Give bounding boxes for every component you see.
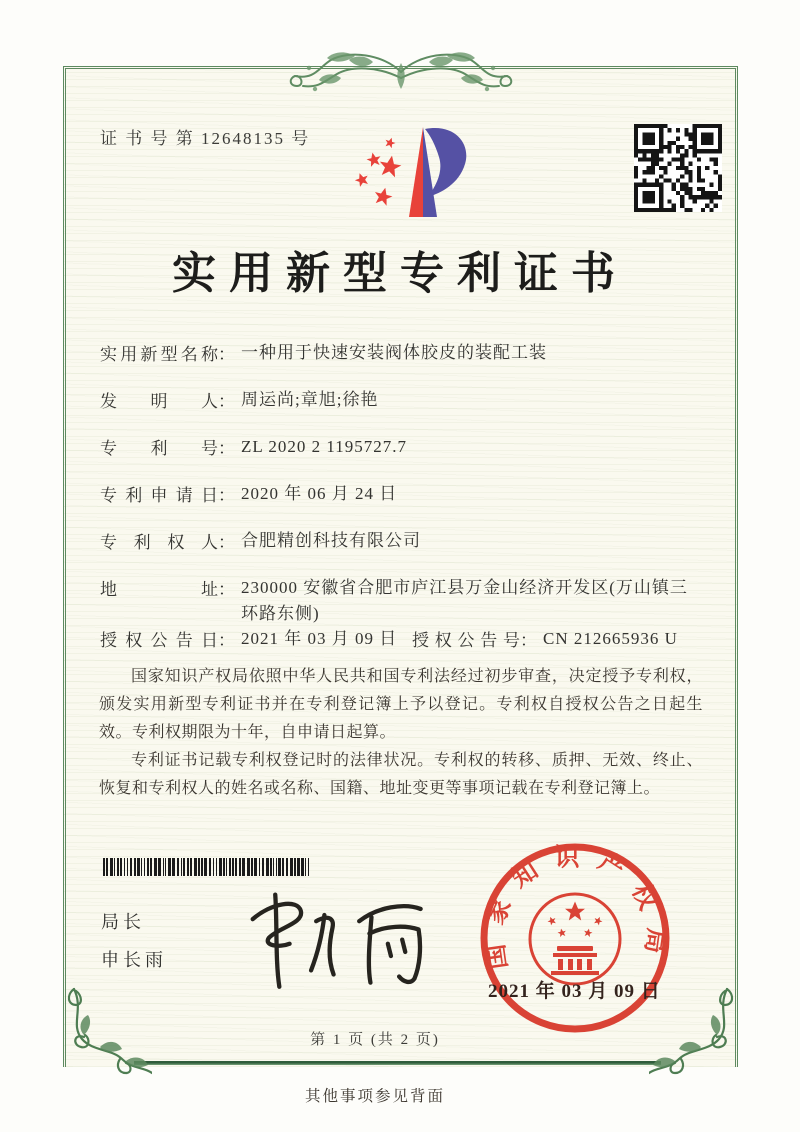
- field-value: 合肥精创科技有限公司: [241, 531, 421, 550]
- field-value: 周运尚;章旭;徐艳: [241, 390, 379, 409]
- director-name: 申长雨: [101, 950, 167, 970]
- colon: ：: [218, 631, 235, 650]
- field-pair-grant-number: [412, 626, 678, 652]
- field-label: 实用新型名称: [100, 345, 218, 364]
- certificate-title: 实用新型专利证书: [172, 249, 628, 298]
- official-seal: [477, 840, 673, 1036]
- bottom-border-line: [134, 1061, 661, 1065]
- colon: ：: [218, 345, 235, 364]
- back-side-note: 其他事项参见背面: [304, 1088, 445, 1105]
- field-label: 授权公告日: [100, 631, 218, 650]
- director-title: 局长: [101, 912, 145, 932]
- colon: ：: [218, 439, 235, 458]
- legal-status-statement: 专利证书记载专利权登记时的法律状况。专利权的转移、质押、无效、终止、恢复和专利权人的姓名或名称、国籍、地址变更等事项记载在专利登记簿上。: [99, 752, 703, 797]
- seal-date: 2021 年 03 月 09 日: [488, 981, 661, 1002]
- field-row-grant: [100, 626, 738, 652]
- colon: ：: [218, 580, 235, 599]
- field-label: 发明人: [100, 392, 218, 411]
- field-row-inventors: [100, 387, 738, 413]
- field-value: 230000 安徽省合肥市庐江县万金山经济开发区(万山镇三环路东侧): [241, 578, 688, 623]
- field-value: 一种用于快速安装阀体胶皮的装配工装: [241, 343, 547, 362]
- field-label: 专利号: [100, 439, 218, 458]
- field-label: 专利权人: [100, 533, 218, 552]
- field-row-name: [100, 340, 738, 366]
- qr-code: [634, 124, 722, 212]
- legal-text: [99, 663, 703, 803]
- colon: ：: [218, 533, 235, 552]
- certificate-number: 证 书 号 第 12648135 号: [100, 129, 311, 148]
- field-value: ZL 2020 2 1195727.7: [241, 437, 408, 456]
- field-row-address: [100, 575, 738, 627]
- top-border-ornament-icon: [285, 48, 517, 100]
- grant-statement: 国家知识产权局依照中华人民共和国专利法经过初步审查，决定授予专利权，颁发实用新型专利证书并在专利登记簿上予以登记。专利权自授权公告之日起生效。专利权期限为十年，自申请日起算。: [99, 668, 703, 741]
- colon: ：: [218, 392, 235, 411]
- field-row-patent-number: [100, 434, 738, 460]
- national-emblem-icon: [530, 894, 620, 984]
- field-value: 2021 年 03 月 09 日: [241, 629, 398, 648]
- field-value: CN 212665936 U: [543, 629, 678, 648]
- field-label: 专利申请日: [100, 486, 218, 505]
- field-row-patentee: [100, 528, 738, 554]
- colon: ：: [520, 631, 537, 650]
- field-label: 授权公告号: [412, 631, 520, 650]
- field-value: 2020 年 06 月 24 日: [241, 484, 398, 503]
- page-number: 第 1 页 (共 2 页): [310, 1032, 440, 1048]
- field-label: 地址: [100, 580, 218, 599]
- seal-ring-text: 国家知识产权局: [480, 844, 670, 971]
- cnipa-logo-icon: [338, 117, 468, 232]
- director-signature: [222, 872, 437, 995]
- field-row-filing-date: [100, 481, 738, 507]
- colon: ：: [218, 486, 235, 505]
